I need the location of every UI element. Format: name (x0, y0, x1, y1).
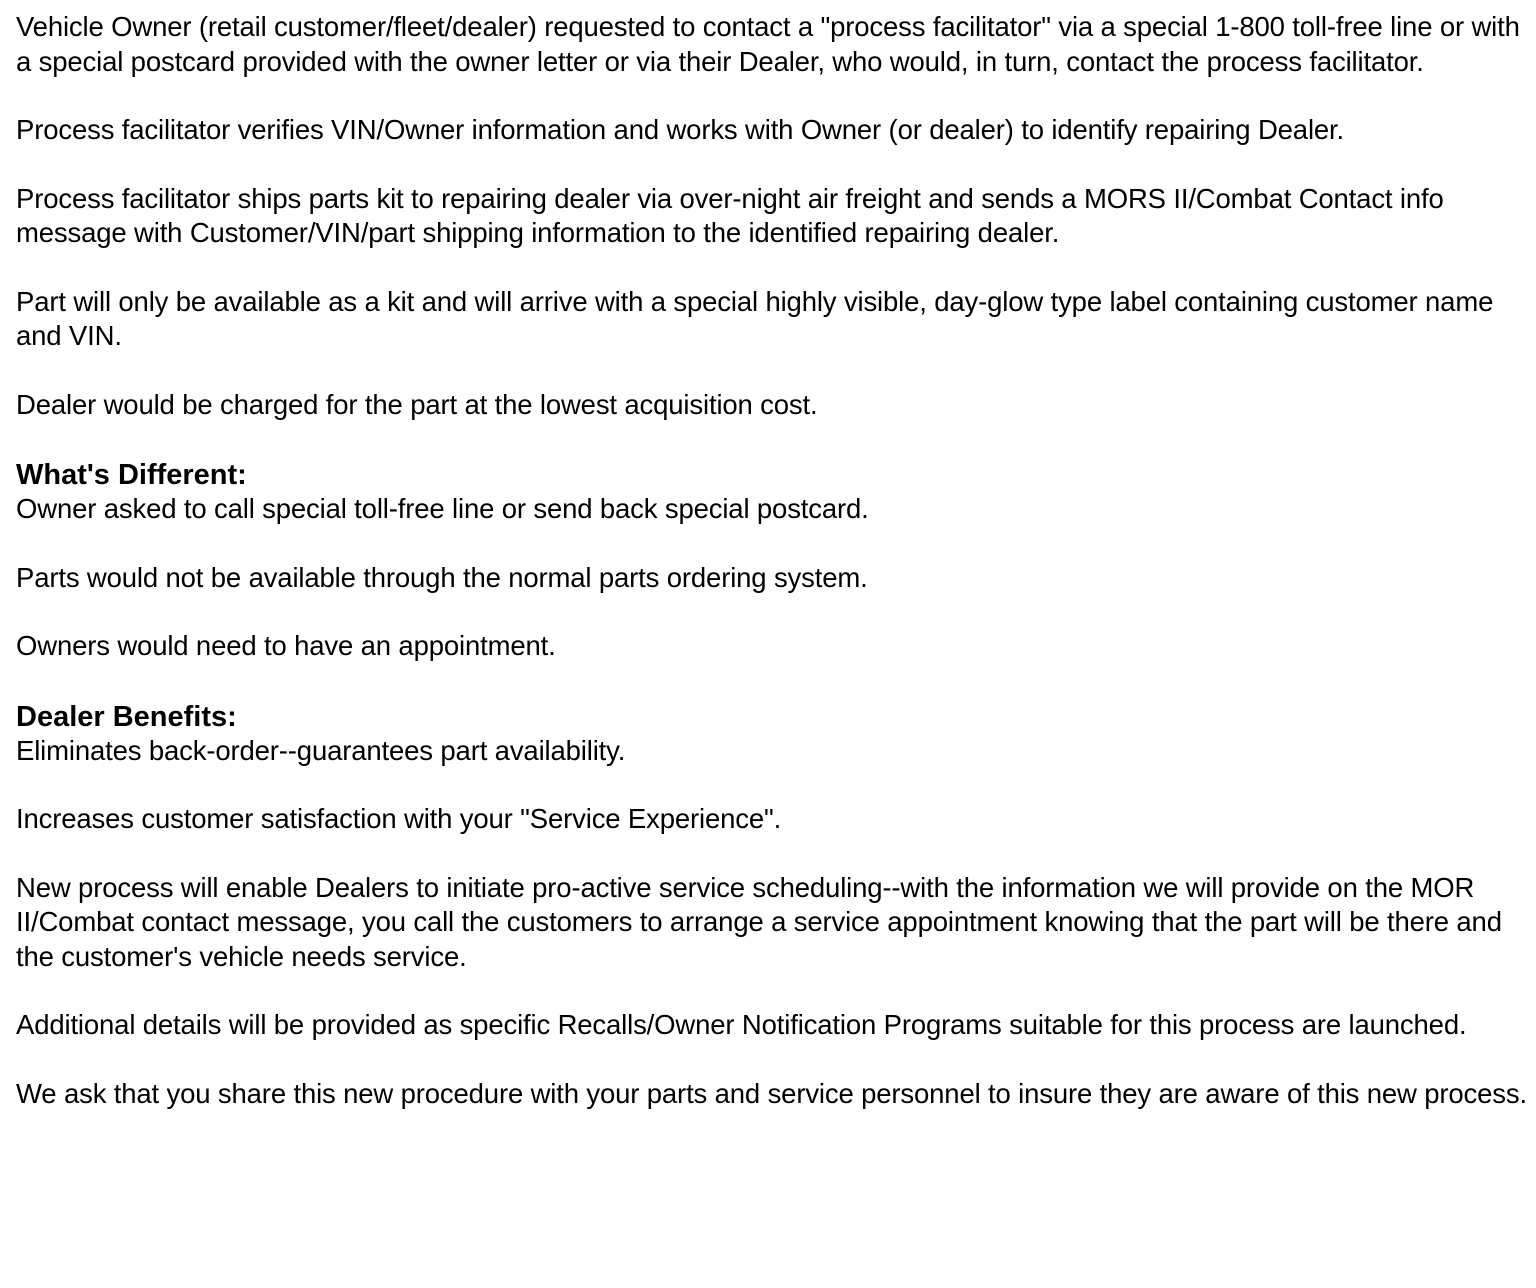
whats-different-item: Parts would not be available through the normal parts ordering system. (16, 561, 868, 593)
dealer-benefits-item: Additional details will be provided as specific Recalls/Owner Notification Programs suitable for this process are launched. (16, 1009, 1467, 1040)
whats-different-item: Owner asked to call special toll-free line or send back special postcard. (16, 493, 869, 524)
dealer-benefits-item: New process will enable Dealers to initiate pro-active service scheduling--with the information we will provide on the MOR II/Combat contact message, you call the customers to arrange a service appointment knowing that the part will be there and the customer's vehicle needs service. (16, 871, 1502, 972)
intro-paragraph-ship-parts: Process facilitator ships parts kit to repairing dealer via over-night air freight and sends a MORS II/Combat Contact info message with Customer/VIN/part shipping information to the identified repairing dealer. (16, 182, 1444, 248)
document-body (16, 10, 1528, 1145)
dealer-benefits-heading: Dealer Benefits: (16, 700, 237, 733)
whats-different-item: Owners would need to have an appointment. (16, 630, 556, 661)
intro-paragraph-owner-contact: Vehicle Owner (retail customer/fleet/dealer) requested to contact a "process facilitator" via a special 1-800 toll-free line or with a special postcard provided with the owner letter or via their Dealer, who would, in turn, contact the process facilitator. (16, 11, 1520, 77)
intro-paragraph-verify-vin: Process facilitator verifies VIN/Owner information and works with Owner (or dealer) to identify repairing Dealer. (16, 114, 1345, 145)
dealer-benefits-item: Eliminates back-order--guarantees part availability. (16, 734, 626, 766)
dealer-benefits-item: We ask that you share this new procedure with your parts and service personnel to insure they are aware of this new process. (16, 1077, 1527, 1109)
intro-paragraph-kit-label: Part will only be available as a kit and will arrive with a special highly visible, day-glow type label containing customer name and VIN. (16, 285, 1494, 351)
intro-paragraph-dealer-charge: Dealer would be charged for the part at the lowest acquisition cost. (16, 388, 818, 420)
whats-different-heading: What's Different: (16, 459, 247, 491)
dealer-benefits-item: Increases customer satisfaction with your "Service Experience". (16, 803, 782, 834)
